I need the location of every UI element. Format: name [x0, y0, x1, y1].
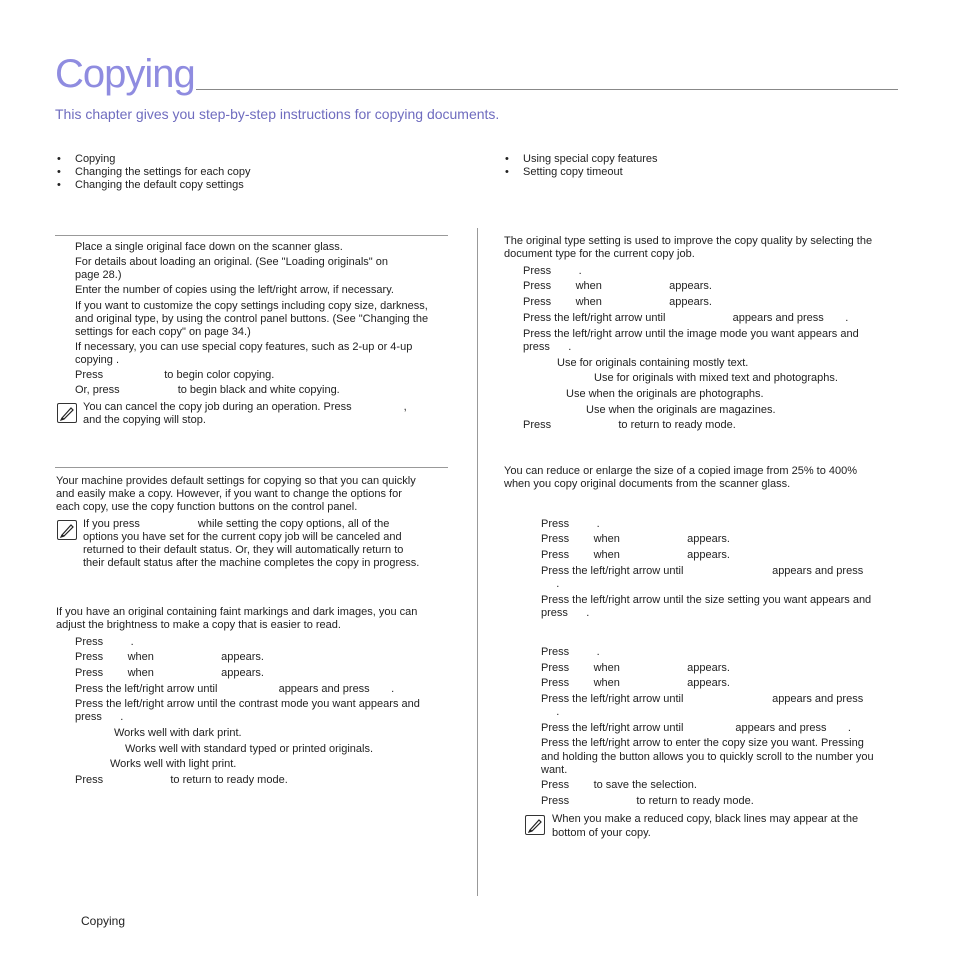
body-text: when you copy original documents from the scanner glass.	[504, 478, 791, 490]
option-text: Use for originals containing mostly text.	[557, 357, 749, 369]
section-rule	[55, 467, 448, 468]
step-text: copying .	[75, 354, 120, 366]
step-text: page 28.)	[75, 269, 122, 281]
chapter-intro: This chapter gives you step-by-step instructions for copying documents.	[55, 106, 500, 122]
step-text: Press the left/right arrow until appears and press .	[75, 683, 395, 695]
step-text: Press .	[541, 646, 600, 658]
body-text: document type for the current copy job.	[504, 248, 695, 260]
option-text: Works well with light print.	[110, 758, 237, 770]
option-text: Works well with dark print.	[114, 727, 242, 739]
step-text: Press the left/right arrow until appears and press .	[523, 312, 849, 324]
step-text: Press to return to ready mode.	[75, 774, 288, 786]
toc-item[interactable]: • Setting copy timeout	[505, 166, 623, 178]
note-text: When you make a reduced copy, black lines may appear at the	[552, 813, 859, 825]
note-text: You can cancel the copy job during an operation. Press ,	[83, 401, 407, 413]
step-text: Press to return to ready mode.	[523, 419, 736, 431]
option-text: Use when the originals are magazines.	[586, 404, 776, 416]
section-rule	[55, 235, 448, 236]
step-text: Or, press to begin black and white copying.	[75, 384, 340, 396]
step-text: Enter the number of copies using the left/right arrow, if necessary.	[75, 284, 394, 296]
step-text: Press .	[523, 265, 582, 277]
body-text: The original type setting is used to improve the copy quality by selecting the	[504, 235, 873, 247]
step-text: want.	[541, 764, 568, 776]
option-text: Works well with standard typed or printed originals.	[125, 743, 374, 755]
note-text: and the copying will stop.	[83, 414, 206, 426]
step-text: Press the left/right arrow until appears and press	[541, 693, 864, 705]
step-text: Press the left/right arrow to enter the copy size you want. Pressing	[541, 737, 864, 749]
step-text: Press .	[541, 518, 600, 530]
step-text: Press the left/right arrow until appears and press .	[541, 722, 851, 734]
toc-item[interactable]: • Using special copy features	[505, 153, 658, 165]
option-text: Use for originals with mixed text and photographs.	[594, 372, 838, 384]
step-text: .	[541, 578, 560, 590]
step-text: For details about loading an original. (See "Loading originals" on	[75, 256, 388, 268]
body-text: You can reduce or enlarge the size of a copied image from 25% to 400%	[504, 465, 858, 477]
option-text: Use when the originals are photographs.	[566, 388, 764, 400]
step-text: and original type, by using the control panel buttons. (See "Changing the	[75, 313, 429, 325]
step-text: Press when appears.	[541, 677, 730, 689]
page-title: Copying	[55, 52, 195, 96]
step-text: Press .	[75, 636, 134, 648]
step-text: Press to save the selection.	[541, 779, 697, 791]
step-text: Press when appears.	[541, 533, 730, 545]
toc-item[interactable]: • Changing the settings for each copy	[57, 166, 251, 178]
body-text: Your machine provides default settings for copying so that you can quickly	[56, 475, 416, 487]
footer-section-name: Copying	[81, 914, 126, 928]
title-rule	[196, 89, 898, 90]
step-text: press .	[541, 607, 590, 619]
step-text: Press when appears.	[523, 296, 712, 308]
note-icon	[57, 403, 77, 423]
note-text: bottom of your copy.	[552, 827, 651, 839]
step-text: Press the left/right arrow until the contrast mode you want appears and	[75, 698, 420, 710]
body-text: adjust the brightness to make a copy that is easier to read.	[56, 619, 341, 631]
note-icon	[57, 520, 77, 540]
body-text: If you have an original containing faint markings and dark images, you can	[56, 606, 418, 618]
step-text: Press the left/right arrow until appears and press	[541, 565, 864, 577]
step-text: Press when appears.	[541, 662, 730, 674]
note-icon	[525, 815, 545, 835]
step-text: Press when appears.	[75, 667, 264, 679]
step-text: Press when appears.	[541, 549, 730, 561]
note-text: their default status after the machine completes the copy in progress.	[83, 557, 420, 569]
step-text: Press the left/right arrow until the image mode you want appears and	[523, 328, 859, 340]
body-text: and easily make a copy. However, if you want to change the options for	[56, 488, 402, 500]
note-text: returned to their default status. Or, they will automatically return to	[83, 544, 404, 556]
body-text: each copy, use the copy function buttons on the control panel.	[56, 501, 358, 513]
step-text: Press when appears.	[75, 651, 264, 663]
step-text: and holding the button allows you to quickly scroll to the number you	[541, 751, 874, 763]
step-text: Press to return to ready mode.	[541, 795, 754, 807]
step-text: Press when appears.	[523, 280, 712, 292]
step-text: Place a single original face down on the scanner glass.	[75, 241, 343, 253]
step-text: If you want to customize the copy settings including copy size, darkness,	[75, 300, 428, 312]
column-divider	[477, 228, 478, 896]
step-text: .	[541, 706, 560, 718]
step-text: If necessary, you can use special copy features, such as 2-up or 4-up	[75, 341, 413, 353]
step-text: Press the left/right arrow until the size setting you want appears and	[541, 594, 872, 606]
step-text: settings for each copy" on page 34.)	[75, 326, 251, 338]
note-text: If you press while setting the copy options, all of the	[83, 518, 390, 530]
toc-item[interactable]: • Changing the default copy settings	[57, 179, 244, 191]
toc-item[interactable]: • Copying	[57, 153, 116, 165]
step-text: press .	[75, 711, 124, 723]
step-text: Press to begin color copying.	[75, 369, 275, 381]
step-text: press .	[523, 341, 572, 353]
note-text: options you have set for the current copy job will be canceled and	[83, 531, 402, 543]
